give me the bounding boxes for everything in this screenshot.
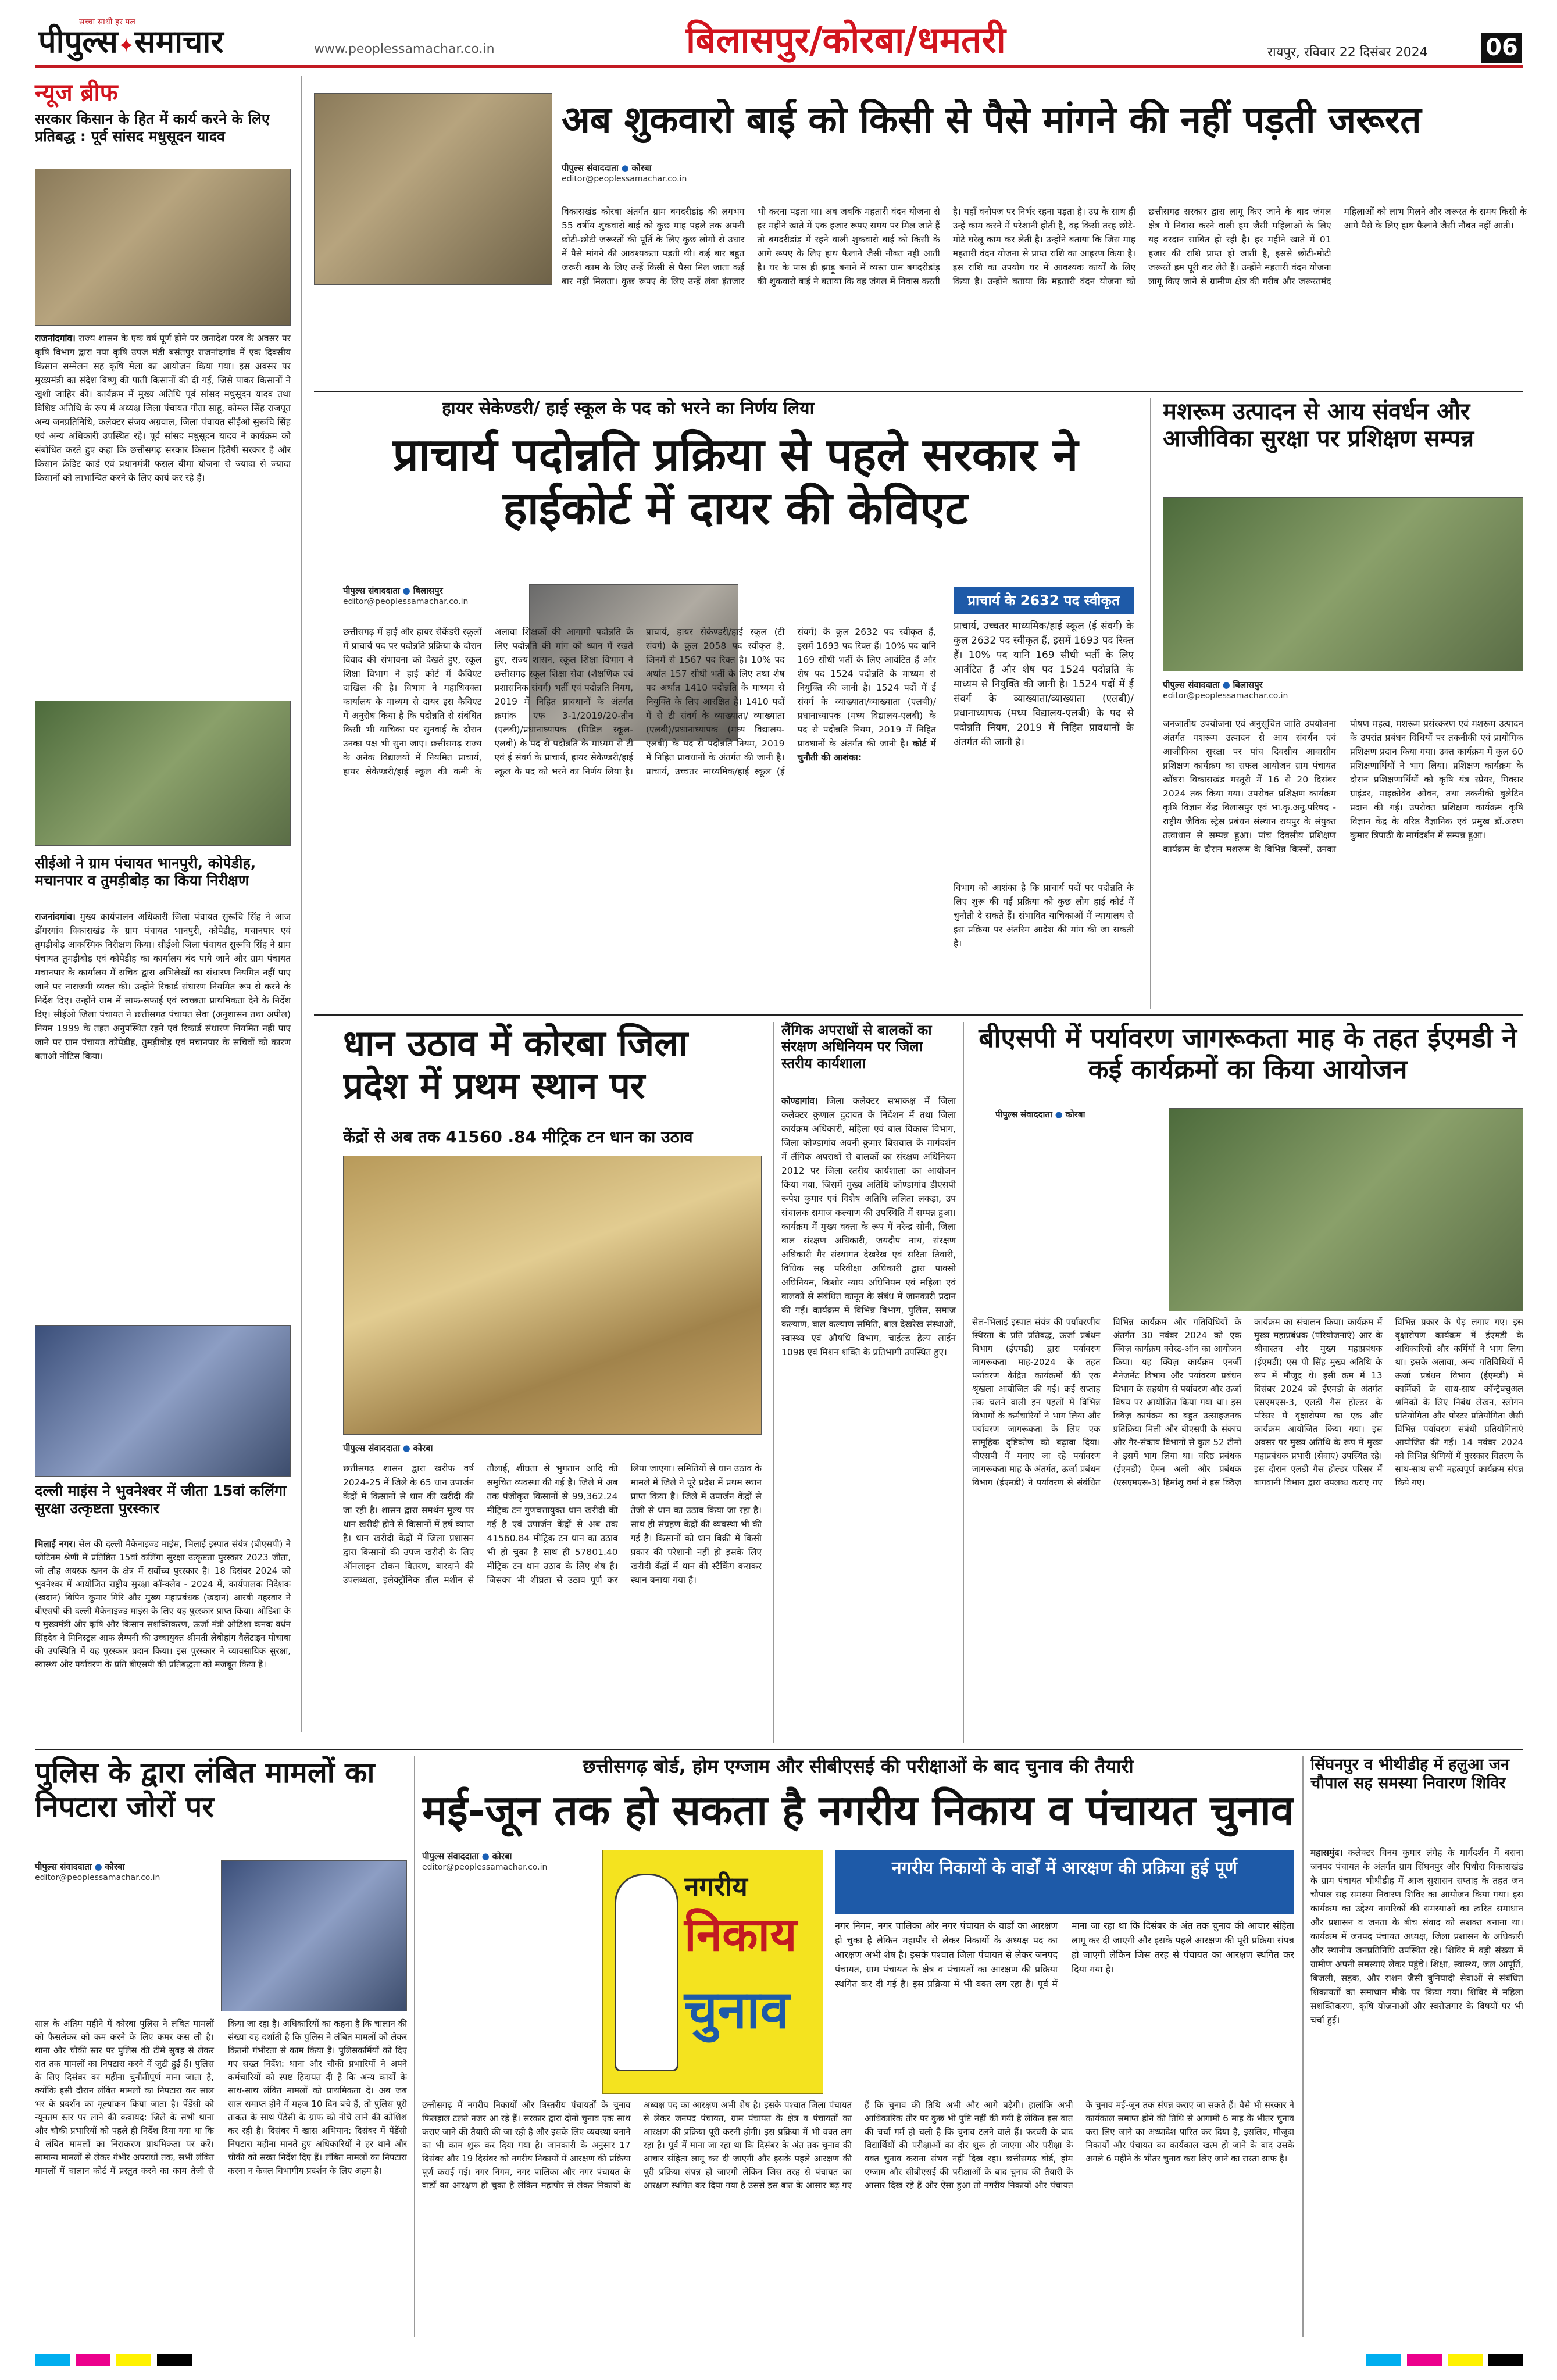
story9-headline: सिंघनपुर व भीथीडीह में हलुआ जन चौपाल सह समस्या निवारण शिविर <box>1310 1756 1509 1792</box>
story3-headline: मशरूम उत्पादन से आय संवर्धन और आजीविका सुरक्षा पर प्रशिक्षण सम्पन्न <box>1163 398 1474 453</box>
story2-kicker: हायर सेकेण्डरी/ हाई स्कूल के पद को भरने का निर्णय लिया <box>442 398 815 419</box>
story5-block <box>781 1022 956 1743</box>
story8-kicker: छत्तीसगढ़ बोर्ड, होम एग्जाम और सीबीएसई की परीक्षाओं के बाद चुनाव की तैयारी <box>583 1756 1134 1777</box>
brief1-text: राज्य शासन के एक वर्ष पूर्ण होने पर जनादेश परब के अवसर पर कृषि विभाग द्वारा नया कृषि उपज मंडी बसंतपुर राजनांदगांव में एक दिवसीय किसान सम्मेलन सह कृषि मेला का आयोजन किया गया। इस अवसर पर मुख्यमंत्री का संदेश विष्णु की पाती किसानों की दी गई, जिसे पाकर किसानों ने खुशी जाहिर की। कार्यक्रम में मुख्य अतिथि पूर्व सांसद मधुसूदन यादव तथा विशिष्ट अतिथि के रूप में अध्यक्ष जिला पंचायत गीता साहू, कोमल सिंह राजपूत अन्य जनप्रतिनिधि, कलेक्टर संजय अग्रवाल, जिला पंचायत सीईओ सुरूचि सिंह एवं अन्य अधिकारी उपस्थित रहे। पूर्व सांसद मधुसूदन यादव ने कार्यक्रम को संबोधित करते हुए कहा कि छत्तीसगढ़ सरकार किसान हितैषी सरकार है और किसान क्रेडिट कार्ड एवं प्रधानमंत्री फसल बीमा योजना से ज्यादा से ज्यादा किसानों को लाभान्वित करने के लिए कार्य कर रहे हैं। <box>35 333 291 483</box>
story4-right-divider <box>773 1022 774 1743</box>
brand-left: पीपुल्स <box>38 23 118 60</box>
brief1-headline: सरकार किसान के हित में कार्य करने के लिए प्रतिबद्ध : पूर्व सांसद मधुसूदन यादव <box>35 110 270 145</box>
story3-email: editor@peoplessamachar.co.in <box>1163 691 1288 701</box>
story7-right-divider <box>414 1756 415 2337</box>
brief2-text: मुख्य कार्यपालन अधिकारी जिला पंचायत सुरूचि सिंह ने आज डोंगरगांव विकासखंड के ग्राम पंचायत भानपुरी, कोपेडीह, मचानपार एवं तुमड़ीबोड़ आकस्मिक निरीक्षण किया। सीईओ जिला पंचायत सुरूचि सिंह ने ग्राम पंचायत तुमड़ीबोड़ एवं कोपेडीह का कार्यालय बंद पाये जाने और ग्राम पंचायत मचानपार के कार्यालय में सचिव द्वारा अभिलेखों का संधारण नियमित नहीं पाए जाने पर नाराजगी व्यक्त की। उन्होंने रिकार्ड संधारण नियमित रूप से करने के निर्देश दिए। उन्होंने ग्राम में साफ-सफाई एवं स्वच्छता प्राथमिकता देने के निर्देश दिए। सीईओ जिला पंचायत ने छत्तीसगढ़ पंचायत सेवा (अनुशासन तथा अपील) नियम 1999 के तहत अनुपस्थित रहने एवं रिकार्ड संधारण नियमित नहीं पाए जाने पर ग्राम पंचायत कोपेडीह, तुमड़ीबोड़ एवं मचानपार के सचिवों को कारण बताओ नोटिस किया। <box>35 912 291 1062</box>
story6-photo <box>1169 1108 1523 1311</box>
byline-dot-icon: ● <box>94 1861 102 1872</box>
story5-headline: लैंगिक अपराधों से बालकों का संरक्षण अधिनियम पर जिला स्तरीय कार्यशाला <box>781 1022 932 1071</box>
brief2-headline: सीईओ ने ग्राम पंचायत भानपुरी, कोपेडीह, मचानपार व तुमड़ीबोड़ का किया निरीक्षण <box>35 855 256 889</box>
cyan-swatch-right <box>1366 2354 1401 2366</box>
story7-body: साल के अंतिम महीने में कोरबा पुलिस ने लंबित मामलों को फैसलेकर को कम करने के लिए कमर कस ली है। थाना और चौकी स्तर पर पुलिस की टीमें सुबह से लेकर रात तक मामलों का निपटारा करने में जुटी हुई हैं। पुलिस के लिए दिसंबर का महीना चुनौतीपूर्ण माना जाता है, क्योंकि इसी दौरान लंबित मामलों का निपटारा कर साल भर के प्रदर्शन का मूल्यांकन किया जाता है। पेंडेंसी को न्यूनतम स्तर पर लाने की कवायद: जिले के सभी थाना और चौकी प्रभारियों को पहले ही निर्देश दिया गया था कि वे लंबित मामलों का निराकरण प्राथमिकता पर करें। सामान्य मामलों से लेकर गंभीर अपराधों तक, सभी लंबित मामलों में चालान कोर्ट में प्रस्तुत करने का काम तेजी से किया जा रहा है। अधिकारियों का कहना है कि चालान की संख्या यह दर्शाती है कि पुलिस ने लंबित मामलों को लेकर कितनी गंभीरता से काम किया है। पुलिसकर्मियों को दिए गए सख्त निर्देश: थाना और चौकी प्रभारियों ने अपने कर्मचारियों को स्पष्ट हिदायत दी है कि अन्य कार्यों के साथ-साथ लंबित मामलों को प्राथमिकता दें। अब जब साल समाप्त होने में महज 10 दिन बचे हैं, तो पुलिस पूरी ताकत के साथ पेंडेंसी के ग्राफ को नीचे लाने की कोशिश कर रही है। दिसंबर में खास अभियान: दिसंबर में पेंडेंसी निपटारा महीना मानते हुए अधिकारियों ने हर थाने और चौकी को सख्त निर्देश दिए हैं। लंबित मामलों का निपटारा करना न केवल विभागीय प्रदर्शन के लिए अहम है। <box>35 2018 407 2176</box>
story3-byline: पीपुल्स संवाददाता <box>1163 680 1220 690</box>
brief1-dateline: राजनांदगांव। <box>35 333 76 344</box>
story7-location: कोरबा <box>105 1861 125 1872</box>
story2-block <box>314 398 1140 1009</box>
story9-body <box>1310 1846 1523 2334</box>
brief3-headline: दल्ली माइंस ने भुवनेश्वर में जीता 15वां कलिंगा सुरक्षा उत्कृष्टता पुरस्कार <box>35 1482 287 1517</box>
black-swatch-right <box>1488 2354 1523 2366</box>
story8-body: छत्तीसगढ़ में नगरीय निकायों और त्रिस्तरीय पंचायतों के चुनाव फिलहाल टलते नजर आ रहे हैं। सरकार द्वारा दोनों चुनाव एक साथ कराए जाने की तैयारी की जा रही है और इसके लिए व्यवस्था बनाने का भी काम शुरू कर दिया गया है। जानकारी के अनुसार 17 दिसंबर और 19 दिसंबर को नगरीय निकायों में आरक्षण की प्रक्रिया पूर्ण कराई गई। नगर निगम, नगर पालिका और नगर पंचायत के वार्डों का आरक्षण हो चुका है लेकिन महापौर से लेकर निकायों के अध्यक्ष पद का आरक्षण अभी शेष है। इसके पश्चात जिला पंचायत से लेकर जनपद पंचायत, ग्राम पंचायत के क्षेत्र व पंचायतों का आरक्षण की प्रक्रिया पूरी करनी होगी। इस प्रक्रिया में भी वक्त लग रहा है। पूर्व में माना जा रहा था कि दिसंबर के अंत तक चुनाव की आचार संहिता लागू कर दी जाएगी और इसके पहले आरक्षण की पूरी प्रक्रिया संपन्न हो जाएगी लेकिन जिस तरह से पंचायत का आरक्षण स्थगित कर दिया गया है उससे इस बात के आसार बढ़ गए हैं कि चुनाव की तिथि अभी और आगे बढ़ेगी। हालांकि अभी आधिकारिक तौर पर कुछ भी पुष्टि नहीं की गयी है लेकिन इस बात की चर्चा गर्म हो चली है कि चुनाव टलने वाले हैं। फरवरी के बाद विद्यार्थियों की परीक्षाओं का दौर शुरू हो जाएगा और परीक्षा के वक्त चुनाव कराना संभव नहीं दिख रहा। छत्तीसगढ़ बोर्ड, होम एग्जाम और सीबीएसई की परीक्षाओं के बाद चुनाव की तैयारी के आसार दिख रहे हैं और ऐसा हुआ तो नगरीय निकायों और पंचायत के चुनाव मई-जून तक संपन्न कराए जा सकते हैं। वैसे भी सरकार ने कार्यकाल समाप्त होने की तिथि से आगामी 6 माह के भीतर चुनाव करा लिए जाने का अध्यादेश पारित कर दिया है, इसलिए, मौजूदा निकायों और पंचायत का कार्यकाल खत्म हो जाने के बाद उसके अगले 6 महीने के भीतर चुनाव करा लिए जाने का रास्ता साफ है। <box>422 2100 1294 2190</box>
story2-location: बिलासपुर <box>413 585 443 596</box>
website: www.peoplessamachar.co.in <box>314 42 495 56</box>
story9-block <box>1310 1756 1523 2337</box>
story4-byline-block <box>343 1442 634 1455</box>
black-swatch <box>157 2354 192 2366</box>
poster-line3: चुनाव <box>684 1979 790 2040</box>
brief3-photo <box>35 1325 291 1477</box>
story2-headline: प्राचार्य पदोन्नति प्रक्रिया से पहले सरकार ने हाईकोर्ट में दायर की केविएट <box>392 429 1079 535</box>
story2-email: editor@peoplessamachar.co.in <box>343 597 469 606</box>
story8-byline-block <box>422 1850 597 1885</box>
brief1-body <box>35 331 291 692</box>
story2-byline-block <box>343 584 535 619</box>
story8-box-title: नगरीय निकायों के वार्डों में आरक्षण की प्रक्रिया हुई पूर्ण <box>835 1850 1294 1914</box>
story6-byline: पीपुल्स संवाददाता <box>995 1109 1052 1120</box>
edition-title: बिलासपुर/कोरबा/धमतरी <box>686 19 1006 61</box>
story2-byline: पीपुल्स संवाददाता <box>343 585 400 596</box>
brand-right: समाचार <box>134 23 224 60</box>
story2-box-title: प्राचार्य के 2632 पद स्वीकृत <box>954 587 1134 614</box>
masthead-rule <box>35 65 1523 68</box>
story5-dateline: कोण्डागांव। <box>781 1096 818 1106</box>
story2-body-text: छत्तीसगढ़ में हाई और हायर सेकेंडरी स्कूलों में प्राचार्य पद पर पदोन्नति प्रक्रिया के दौरान विवाद की संभावना को देखते हुए, स्कूल शिक्षा विभाग ने हाई कोर्ट में कैविएट दाखिल की है। विभाग ने महाधिवक्ता कार्यालय के माध्यम से दायर इस कैविएट में अनुरोध किया है कि पदोन्नति से संबंधित किसी भी याचिका पर सुनवाई के दौरान उनका पक्ष भी सुना जाए। छत्तीसगढ़ राज्य के अनेक विद्यालयों में नियमित प्राचार्य, हायर सेकेण्डरी/हाई स्कूल की कमी के अलावा शिक्षकों की आगामी पदोन्नति के लिए पदोन्नति की मांग को ध्यान में रखते हुए, राज्य शासन, स्कूल शिक्षा विभाग ने छत्तीसगढ़ स्कूल शिक्षा सेवा (शैक्षणिक एवं प्रशासनिक संवर्ग) भर्ती एवं पदोन्नति नियम, 2019 में निहित प्रावधानों के अंतर्गत क्रमांक एफ 3-1/2019/20-तीन (एलबी)/प्रधानाध्यापक (मिडिल स्कूल-एलबी) के पद से पदोन्नति के माध्यम से टी एवं ई संवर्ग के प्राचार्य, हायर सेकेण्डरी/हाई स्कूल के पद को भरने का निर्णय लिया है। प्राचार्य, हायर सेकेण्डरी/हाई स्कूल (टी संवर्ग) के कुल 2058 पद स्वीकृत है, जिनमें से 1567 पद रिक्त है। 10% पद अर्थात 157 सीधी भर्ती के लिए तथा शेष पद अर्थात 1410 पदोन्नति के माध्यम से नियुक्ति के लिए आरक्षित है। 1410 पदों में से टी संवर्ग के व्याख्याता/ व्याख्याता (एलबी)/प्रधानाध्यापक (मध्य विद्यालय-एलबी) के पद से पदोन्नति नियम, 2019 में निहित प्रावधानों के अंतर्गत की जानी है। प्राचार्य, उच्चतर माध्यमिक/हाई स्कूल (ई संवर्ग) के कुल 2632 पद स्वीकृत हैं, इसमें 1693 पद रिक्त हैं। 10% पद यानि 169 सीधी भर्ती के लिए आवंटित हैं और शेष पद 1524 पदोन्नति के माध्यम से नियुक्ति की जानी है। 1524 पदों में ई संवर्ग के व्याख्याता/व्याख्याता (एलबी)/प्रधानाध्यापक (मध्य विद्यालय-एलबी) के पद से पदोन्नति नियम, 2019 में निहित प्रावधानों के अंतर्गत की जानी है। <box>343 627 936 777</box>
story7-block <box>35 1756 407 2337</box>
brief2-dateline: राजनांदगांव। <box>35 912 76 922</box>
byline-dot-icon: ● <box>402 1443 410 1453</box>
story6-bottom-rule <box>35 1749 1523 1750</box>
story4-subheadline: केंद्रों से अब तक 41560 .84 मीट्रिक टन धान का उठाव <box>343 1127 693 1146</box>
story8-box-body: नगर निगम, नगर पालिका और नगर पंचायत के वार्डों का आरक्षण हो चुका है लेकिन महापौर से लेकर निकायों के अध्यक्ष पद का आरक्षण अभी शेष है। इसके पश्चात जिला पंचायत से लेकर जनपद पंचायत, ग्राम पंचायत के क्षेत्र व पंचायतों का आरक्षण की प्रक्रिया स्थगित कर दी गई है। इस प्रक्रिया में भी वक्त लग रहा है। पूर्व में माना जा रहा था कि दिसंबर के अंत तक चुनाव की आचार संहिता लागू कर दी जाएगी और इसके पहले आरक्षण की पूरी प्रक्रिया संपन्न हो जाएगी लेकिन जिस तरह से पंचायत का आरक्षण स्थगित कर दिया गया है। <box>835 1920 1294 1989</box>
story2-subhead: कोर्ट में चुनौती की आशंका: <box>797 738 936 763</box>
story9-text: कलेक्टर विनय कुमार लंगेह के मार्गदर्शन में बसना जनपद पंचायत के अंतर्गत ग्राम सिंघनपुर और पिथौरा विकासखंड के ग्राम पंचायत भीथीडीह में आज सुशासन सप्ताह के तहत जन चौपाल सह समस्या निवारण शिविर का आयोजन किया गया। इस कार्यक्रम का उद्देश्य नागरिकों की समस्याओं का त्वरित समाधान और प्रशासन व जनता के बीच संवाद को सशक्त बनाना था। कार्यक्रम में जनपद पंचायत अध्यक्ष, जिला प्रशासन के अधिकारी और स्थानीय जनप्रतिनिधि उपस्थित रहे। शिविर में बड़ी संख्या में ग्रामीण अपनी समस्याएं लेकर पहुंचे। शिक्षा, स्वास्थ्य, जल आपूर्ति, बिजली, सड़क, और राशन जैसी बुनियादी सेवाओं से संबंधित शिकायतों का समाधान मौके पर किया गया। शिविर में महिला सशक्तिकरण, कृषि योजनाओं और स्वरोजगार के विषयों पर भी चर्चा हुई। <box>1310 1847 1523 2025</box>
story6-location: कोरबा <box>1065 1109 1085 1120</box>
yellow-swatch <box>116 2354 151 2366</box>
story7-byline-block <box>35 1860 209 1901</box>
story8-right-divider <box>1302 1756 1304 2337</box>
brand-star-icon: ✦ <box>117 34 135 58</box>
story1-body: विकासखंड कोरबा अंतर्गत ग्राम बगदरीडांड़ की लगभग 55 वर्षीय शुकवारो बाई को कुछ माह पहले तक अपनी छोटी-छोटी जरूरतों की पूर्ति के लिए कुछ लोगों से उधार में पैसे मांगने की आवश्यकता पड़ती थी। कई बार बहुत जरूरी काम के लिए उन्हें किसी से पैसा मिल जाता कई बार नहीं मिलता। कुछ रूपए के लिए उन्हें लंबा इंतजार भी करना पड़ता था। अब जबकि महतारी वंदन योजना से हर महीने खाते में एक हजार रूपए समय पर मिल जाते हैं तो बगदरीडांड़ में रहने वाली शुकवारो बाई को किसी के आगे रूपए के लिए हाथ फैलाने जैसी नौबत नहीं आती है। घर के पास ही झाड़ू बनाने में व्यस्त ग्राम बगदरीडांड़ की शुकवारो बाई ने बताया कि वह जंगल में निवास करती है। यहाँ वनोपज पर निर्भर रहना पड़ता है। उम्र के साथ ही उन्हें काम करने में परेशानी होती है, वह किसी तरह छोटे-मोटे घरेलू काम कर लेती है। उन्होंने बताया कि जिस माह महतारी वंदन योजना से प्राप्त राशि का आहरण किया है। इस राशि का उपयोग घर में आवश्यक कार्यों के लिए किया है। उन्होंने बताया कि महतारी वंदन योजना को छत्तीसगढ़ सरकार द्वारा लागू किए जाने के बाद जंगल क्षेत्र में निवास करने वाली हम जैसी महिलाओं के लिए यह वरदान साबित हो रही है। हर महीने खाते में 01 हजार की राशि प्राप्त हो जाती है, इससे छोटी-मोटी जरूरतें हम पूरी कर लेते हैं। उन्होंने महतारी वंदन योजना लागू किए जाने से ग्रामीण क्षेत्र की गरीब और जरूरतमंद महिलाओं को लाभ मिलने और जरूरत के समय किसी के आगे पैसे के लिए हाथ फैलाने जैसी नौबत नहीं आती। <box>562 206 1527 287</box>
story8-email: editor@peoplessamachar.co.in <box>422 1863 548 1872</box>
story6-headline: बीएसपी में पर्यावरण जागरूकता माह के तहत ईएमडी ने कई कार्यक्रमों का किया आयोजन <box>979 1022 1517 1085</box>
story5-body <box>781 1094 956 1739</box>
story6-body: सेल-भिलाई इस्पात संयंत्र की पर्यावरणीय स्थिरता के प्रति प्रतिबद्ध, ऊर्जा प्रबंधन विभाग (ईएमडी) द्वारा पर्यावरण जागरूकता माह-2024 के तहत पर्यावरण केंद्रित कार्यक्रमों की एक श्रृंखला आयोजित की गई। कई सप्ताह तक चलने वाली इन पहलों में विभिन्न विभागों के कर्मचारियों ने भाग लिया और पर्यावरण जागरूकता के लिए एक सामूहिक दृष्टिकोण को बढ़ावा दिया। बीएसपी में मनाए जा रहे पर्यावरण जागरूकता माह के अंतर्गत, ऊर्जा प्रबंधन विभाग (ईएमडी) ने पर्यावरण से संबंधित विभिन्न कार्यक्रम और गतिविधियों के अंतर्गत 30 नवंबर 2024 को एक क्विज़ कार्यक्रम क्वेस्ट-ऑन का आयोजन किया। यह क्विज़ कार्यक्रम एनर्जी मैनेजमेंट विभाग और पर्यावरण प्रबंधन विभाग के सहयोग से पर्यावरण और ऊर्जा विषय पर आयोजित किया गया था। इस क्विज़ कार्यक्रम का बहुत उत्साहजनक प्रतिक्रिया मिली और बीएसपी के संकाय और गैर-संकाय विभागों से कुल 52 टीमों ने इसमें भाग लिया था। वरिष्ठ प्रबंधक (ईएमडी) ऐमन अली और प्रबंधक (एसएमएस-3) हिमांशु वर्मा ने इस क्विज़ कार्यक्रम का संचालन किया। कार्यक्रम में मुख्य महाप्रबंधक (परियोजनाएं) आर के श्रीवास्तव और मुख्य महाप्रबंधक (ईएमडी) एस पी सिंह मुख्य अतिथि के रूप में मौजूद थे। इसी क्रम में 13 दिसंबर 2024 को ईएमडी के अंतर्गत एसएमएस-3, एलडी गैस होल्डर के परिसर में वृक्षारोपण का एक और कार्यक्रम आयोजित किया गया। इस अवसर पर मुख्य अतिथि के रूप में मुख्य महाप्रबंधक प्रभारी (सेवाएं) उपस्थित रहे। इस दौरान एलडी गैस होल्डर परिसर में बागवानी विभाग द्वारा उपलब्ध कराए गए विभिन्न प्रकार के पेड़ लगाए गए। इस वृक्षारोपण कार्यक्रम में ईएमडी के अधिकारियों और कर्मियों ने भाग लिया था। इसके अलावा, अन्य गतिविधियों में ऊर्जा प्रबंधन विभाग (ईएमडी) में कार्मिकों के साथ-साथ कॉन्ट्रैक्चुअल श्रमिकों के लिए निबंध लेखन, स्लोगन प्रतियोगिता और पोस्टर प्रतियोगिता जैसी विभिन्न पर्यावरण संबंधी प्रतियोगिताएं आयोजित की गईं। 14 नवंबर 2024 को विभिन्न श्रेणियों में पुरस्कार वितरण के साथ-साथ सभी महत्वपूर्ण कार्यक्रम संपन्न किये गए। <box>972 1317 1523 1488</box>
ballot-hand-icon <box>615 1874 678 2071</box>
story4-block <box>314 1022 767 1743</box>
poster-line1: नगरीय <box>684 1871 748 1902</box>
magenta-swatch <box>76 2354 110 2366</box>
story7-headline: पुलिस के द्वारा लंबित मामलों का निपटारा जोरों पर <box>35 1756 375 1824</box>
byline-dot-icon: ● <box>481 1851 490 1861</box>
story3-byline-block <box>1163 678 1337 713</box>
news-brief-column <box>35 76 291 1732</box>
byline-dot-icon: ● <box>402 585 410 596</box>
byline-dot-icon: ● <box>621 163 629 173</box>
story6-byline-block <box>995 1108 1170 1121</box>
brand-tagline: सच्चा साथी हर पल <box>79 17 135 27</box>
color-registration-bar <box>35 2349 1523 2372</box>
story4-photo <box>343 1156 762 1435</box>
brand-logo <box>38 16 288 60</box>
brief1-photo <box>35 169 291 326</box>
poster-line2: निकाय <box>684 1907 797 1961</box>
dateline: रायपुर, रविवार 22 दिसंबर 2024 <box>1267 45 1428 60</box>
byline-dot-icon: ● <box>1055 1109 1063 1120</box>
story5-text: जिला कलेक्टर सभाकक्ष में जिला कलेक्टर कुणाल दुदावत के निर्देशन में तथा जिला कार्यक्रम अधिकारी, महिला एवं बाल विकास विभाग, जिला कोण्डागांव अवनी कुमार बिसवाल के मार्गदर्शन में लैंगिक अपराधों से बालकों का संरक्षण अधिनियम 2012 पर जिला स्तरीय कार्यशाला का आयोजन किया गया, जिसमें मुख्य अतिथि कोण्डागांव डीएसपी रूपेश कुमार एवं विशेष अतिथि ललिता लकड़ा, उप संचालक समाज कल्याण की उपस्थिति में सम्पन्न हुआ। कार्यक्रम में मुख्य वक्ता के रूप में नरेन्द्र सोनी, जिला बाल संरक्षण अधिकारी, जयदीप नाथ, संरक्षण अधिकारी गैर संस्थागत देखरेख एवं सरिता तिवारी, विधिक सह परिवीक्षा अधिकारी द्वारा पाक्सो अधिनियम, किशोर न्याय अधिनियम एवं महिला एवं बालकों से संबंधित कानून के संबंध में जानकारी प्रदान की गई। कार्यक्रम में विभिन्न विभाग, पुलिस, समाज कल्याण, बाल कल्याण समिति, बाल देखरेख संस्थाओं, स्वास्थ्य एवं औषधि विभाग, चाईल्ड हेल्प लाईन 1098 एवं मिशन शक्ति के प्रतिभागी उपस्थित हुए। <box>781 1096 956 1357</box>
story3-body: जनजातीय उपयोजना एवं अनुसूचित जाति उपयोजना अंतर्गत मशरूम उत्पादन से आय संवर्धन एवं आजीविका सुरक्षा पर पांच दिवसीय आवासीय प्रशिक्षण कार्यक्रम का सफल आयोजन ग्राम पंचायत खोंधरा विकासखंड मस्तूरी में 16 से 20 दिसंबर 2024 तक किया गया। उपरोक्त प्रशिक्षण कार्यक्रम कृषि विज्ञान केंद्र बिलासपुर एवं भा.कृ.अनु.परिषद - राष्ट्रीय जैविक स्ट्रेस प्रबंधन संस्थान रायपुर के संयुक्त तत्वाधान से सम्पन्न हुआ। पांच दिवसीय प्रशिक्षण कार्यक्रम के दौरान मशरूम के विभिन्न किस्मों, उनका पोषण महत्व, मशरूम प्रसंस्करण एवं मशरूम उत्पादन के उपरांत प्रबंधन विधियों पर तकनीकी एवं प्रायोगिक प्रशिक्षण प्रदान किया गया। उक्त कार्यक्रम में कुल 60 प्रशिक्षणार्थियों ने भाग लिया। प्रशिक्षण कार्यक्रम के दौरान प्रशिक्षणार्थियों को कृषि यंत्र स्प्रेयर, मिक्सर ग्राइंडर, माइक्रोवेव ओवन, तथा तकनीकी बुलेटिन प्रदान की गई। उपरोक्त प्रशिक्षण कार्यक्रम कृषि विज्ञान केंद्र के वरिष्ठ वैज्ञानिक एवं प्रमुख डॉ.अरुण कुमार त्रिपाठी के मार्गदर्शन में सम्पन्न हुआ। <box>1163 719 1523 855</box>
brief2-body <box>35 910 291 1317</box>
story1-email: editor@peoplessamachar.co.in <box>562 174 687 184</box>
story3-block <box>1163 398 1523 1009</box>
brief2-photo <box>35 701 291 846</box>
story1-byline-block <box>562 162 759 202</box>
page-number: 06 <box>1481 33 1522 63</box>
story4-headline: धान उठाव में कोरबा जिला प्रदेश में प्रथम स्थान पर <box>343 1022 688 1107</box>
story7-photo <box>221 1860 407 2011</box>
story9-dateline: महासमुंद। <box>1310 1847 1343 1858</box>
story3-location: बिलासपुर <box>1233 680 1263 690</box>
story6-block <box>972 1022 1523 1743</box>
brief3-text: सेल की दल्ली मैकेनाइज्ड माइंस, भिलाई इस्पात संयंत्र (बीएसपी) ने प्लेटिनम श्रेणी में प्रतिष्ठित 15वां कलिंगा सुरक्षा उत्कृष्टता पुरस्कार 2023 जीता, जो लौह अयस्क खनन के क्षेत्र में सर्वोच्च पुरस्कार है। 18 दिसंबर 2024 को भुवनेश्वर में आयोजित राष्ट्रीय सुरक्षा कॉन्क्लेव - 2024 में, कार्यपालक निदेशक (खदान) बिपिन कुमार गिरि और मुख्य महाप्रबंधक (खदान) आरबी गहरवार ने बीएसपी की दल्ली मैकेनाइज्ड माइंस के लिए यह पुरस्कार प्राप्त किया। ओडिशा के प मुख्यमंत्री और कृषि और किसान सशक्तिकरण, ऊर्जा मंत्री ओडिशा कनक वर्धन सिंहदेव ने मिनिस्ट्रल आफ लैम्पनी की उच्चायुक्त श्रीमती लेबोहांग वैलेंटाइन मोचाबा की उपस्थिति में यह पुरस्कार प्रदान किया। इस पुरस्कार ने व्यावसायिक सुरक्षा, स्वास्थ्य और पर्यावरण के प्रति बीएसपी की प्रतिबद्धता को मजबूत किया है। <box>35 1539 291 1670</box>
election-poster <box>602 1850 823 2094</box>
story8-lead-col <box>422 1888 594 2095</box>
story2-right-divider <box>1150 398 1151 1009</box>
story6-lead <box>972 1127 1158 1311</box>
masthead <box>0 0 1557 69</box>
brief3-dateline: भिलाई नगर। <box>35 1539 76 1549</box>
story4-byline: पीपुल्स संवाददाता <box>343 1443 400 1453</box>
story2-box-body: प्राचार्य, उच्चतर माध्यमिक/हाई स्कूल (ई संवर्ग) के कुल 2632 पद स्वीकृत हैं, इसमें 1693 पद रिक्त हैं। 10% पद यानि 169 सीधी भर्ती के लिए आवंटित हैं और शेष पद 1524 पदोन्नति के माध्यम से नियुक्ति की जानी है। 1524 पदों में ई संवर्ग के व्याख्याता/व्याख्याता (एलबी)/प्रधानाध्यापक (मध्य विद्यालय-एलबी) के पद से पदोन्नति नियम, 2019 में निहित प्रावधानों के अंतर्गत की जानी है। <box>954 619 1134 875</box>
story7-byline: पीपुल्स संवाददाता <box>35 1861 92 1872</box>
brief-label: न्यूज ब्रीफ <box>35 80 118 106</box>
story8-location: कोरबा <box>492 1851 512 1861</box>
story2-body-tail: विभाग को आशंका है कि प्राचार्य पदों पर पदोन्नति के लिए शुरू की गई प्रक्रिया को कुछ लोग हाई कोर्ट में चुनौती दे सकते हैं। संभावित याचिकाओं में न्यायालय से इस प्रक्रिया पर अंतरिम आदेश की मांग की जा सकती है। <box>954 882 1134 949</box>
story2-body <box>343 625 936 1003</box>
story1-photo <box>314 93 552 285</box>
magenta-swatch-right <box>1407 2354 1442 2366</box>
story1-location: कोरबा <box>631 163 652 173</box>
story8-block <box>422 1756 1294 2337</box>
story3-photo <box>1163 497 1523 671</box>
story4-body: छत्तीसगढ़ शासन द्वारा खरीफ वर्ष 2024-25 में जिले के 65 धान उपार्जन केंद्रों में किसानों से धान की खरीदी की जा रही है। शासन द्वारा समर्थन मूल्य पर धान खरीदी होने से किसानों में हर्ष व्याप्त है। धान खरीदी केंद्रों में जिला प्रशासन द्वारा किसानों की उपज खरीदी के लिए ऑनलाइन टोकन वितरण, बारदाने की उपलब्धता, इलेक्ट्रॉनिक तौल मशीन से तौलाई, शीघ्रता से भुगतान आदि की समुचित व्यवस्था की गई है। जिले में अब तक पंजीकृत किसानों से 99,362.24 मीट्रिक टन गुणवत्तायुक्त धान खरीदी की गई है एवं उपार्जन केंद्रों से अब तक 41560.84 मीट्रिक टन धान का उठाव भी हो चुका है साथ ही 57801.40 मीट्रिक टन धान उठाव के लिए शेष है। जिसका भी शीघ्रता से उठाव पूर्ण कर लिया जाएगा। समितियों से धान उठाव के मामले में जिले ने पूरे प्रदेश में प्रथम स्थान प्राप्त किया है। जिले में उपार्जन केंद्रों से तेजी से धान का उठाव किया जा रहा है। साथ ही संग्रहण केंद्रों की व्यवस्था भी की गई है। किसानों को धान बिक्री में किसी प्रकार की परेशानी नहीं हो इसके लिए खरीदी केंद्रों में धान की स्टैकिंग कराकर स्थान बनाया गया है। <box>343 1463 762 1585</box>
story1-bottom-rule <box>314 391 1523 392</box>
story1-headline: अब शुकवारो बाई को किसी से पैसे मांगने की नहीं पड़ती जरूरत <box>562 99 1422 142</box>
story4-location: कोरबा <box>413 1443 433 1453</box>
yellow-swatch-right <box>1448 2354 1483 2366</box>
story1-byline: पीपुल्स संवाददाता <box>562 163 619 173</box>
story3-bottom-rule <box>314 1014 1523 1016</box>
story8-headline: मई-जून तक हो सकता है नगरीय निकाय व पंचायत चुनाव <box>422 1786 1294 1835</box>
story5-right-divider <box>963 1022 964 1743</box>
story7-email: editor@peoplessamachar.co.in <box>35 1873 160 1882</box>
cyan-swatch <box>35 2354 70 2366</box>
story8-byline: पीपुल्स संवाददाता <box>422 1851 479 1861</box>
byline-dot-icon: ● <box>1222 680 1230 690</box>
left-column-divider <box>301 76 302 1732</box>
